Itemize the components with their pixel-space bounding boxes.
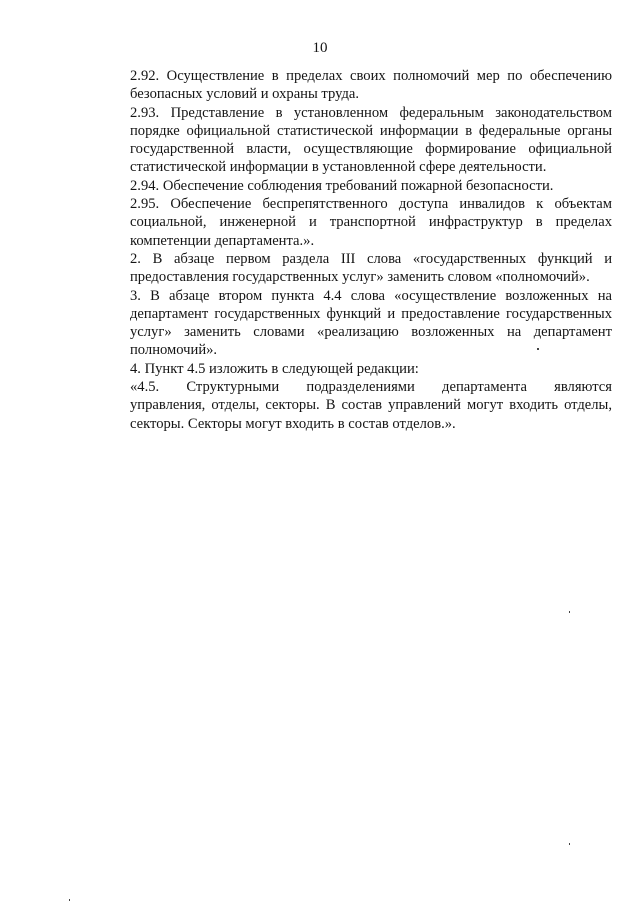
text-line: 3. В абзаце втором пункта 4.4 слова «осуществление возложенных на [130,287,612,304]
scan-speck [537,348,539,350]
text-line: департамент государственных функций и предоставление государственных [130,305,612,322]
text-line: предоставления государственных услуг» заменить словом «полномочий». [130,269,590,286]
text-line: 2.93. Представление в установленном федеральным законодательством [130,104,612,121]
text-line: «4.5. Структурными подразделениями департамента являются [130,379,612,396]
text-line: управления, отделы, секторы. В состав управлений могут входить отделы, [130,397,612,414]
text-line: государственной власти, осуществляющие формирование официальной [130,141,612,158]
paragraph-item-4 [92,360,612,378]
scan-speck [69,899,70,901]
text-line: порядке официальной статистической информации в федеральные органы [130,122,612,139]
text-line: полномочий». [130,342,218,359]
paragraph-2-94 [92,177,612,195]
scan-speck [569,843,570,845]
text-line: 2. В абзаце первом раздела III слова «государственных функций и [130,250,612,267]
paragraph-item-3 [92,287,612,360]
text-line: секторы. Секторы могут входить в состав отделов.». [130,415,456,432]
text-line: услуг» заменить словами «реализацию возложенных на департамент [130,324,612,341]
text-line: 4. Пункт 4.5 изложить в следующей редакции: [130,360,419,377]
paragraph-2-95 [92,195,612,250]
paragraph-2-92 [92,67,612,104]
paragraph-4-5 [92,378,612,433]
document-body [92,67,612,433]
text-line: статистической информации в установленной сфере деятельности. [130,159,547,176]
scan-speck [569,611,570,613]
paragraph-2-93 [92,104,612,177]
text-line: 2.95. Обеспечение беспрепятственного доступа инвалидов к объектам [130,196,612,213]
text-line: компетенции департамента.». [130,232,315,249]
text-line: 2.92. Осуществление в пределах своих полномочий мер по обеспечению [130,68,612,84]
page-number: 10 [312,40,328,56]
text-line: безопасных условий и охраны труда. [130,86,360,103]
paragraph-item-2 [92,250,612,287]
text-line: социальной, инженерной и транспортной инфраструктур в пределах [130,214,612,231]
text-line: 2.94. Обеспечение соблюдения требований пожарной безопасности. [130,177,554,194]
